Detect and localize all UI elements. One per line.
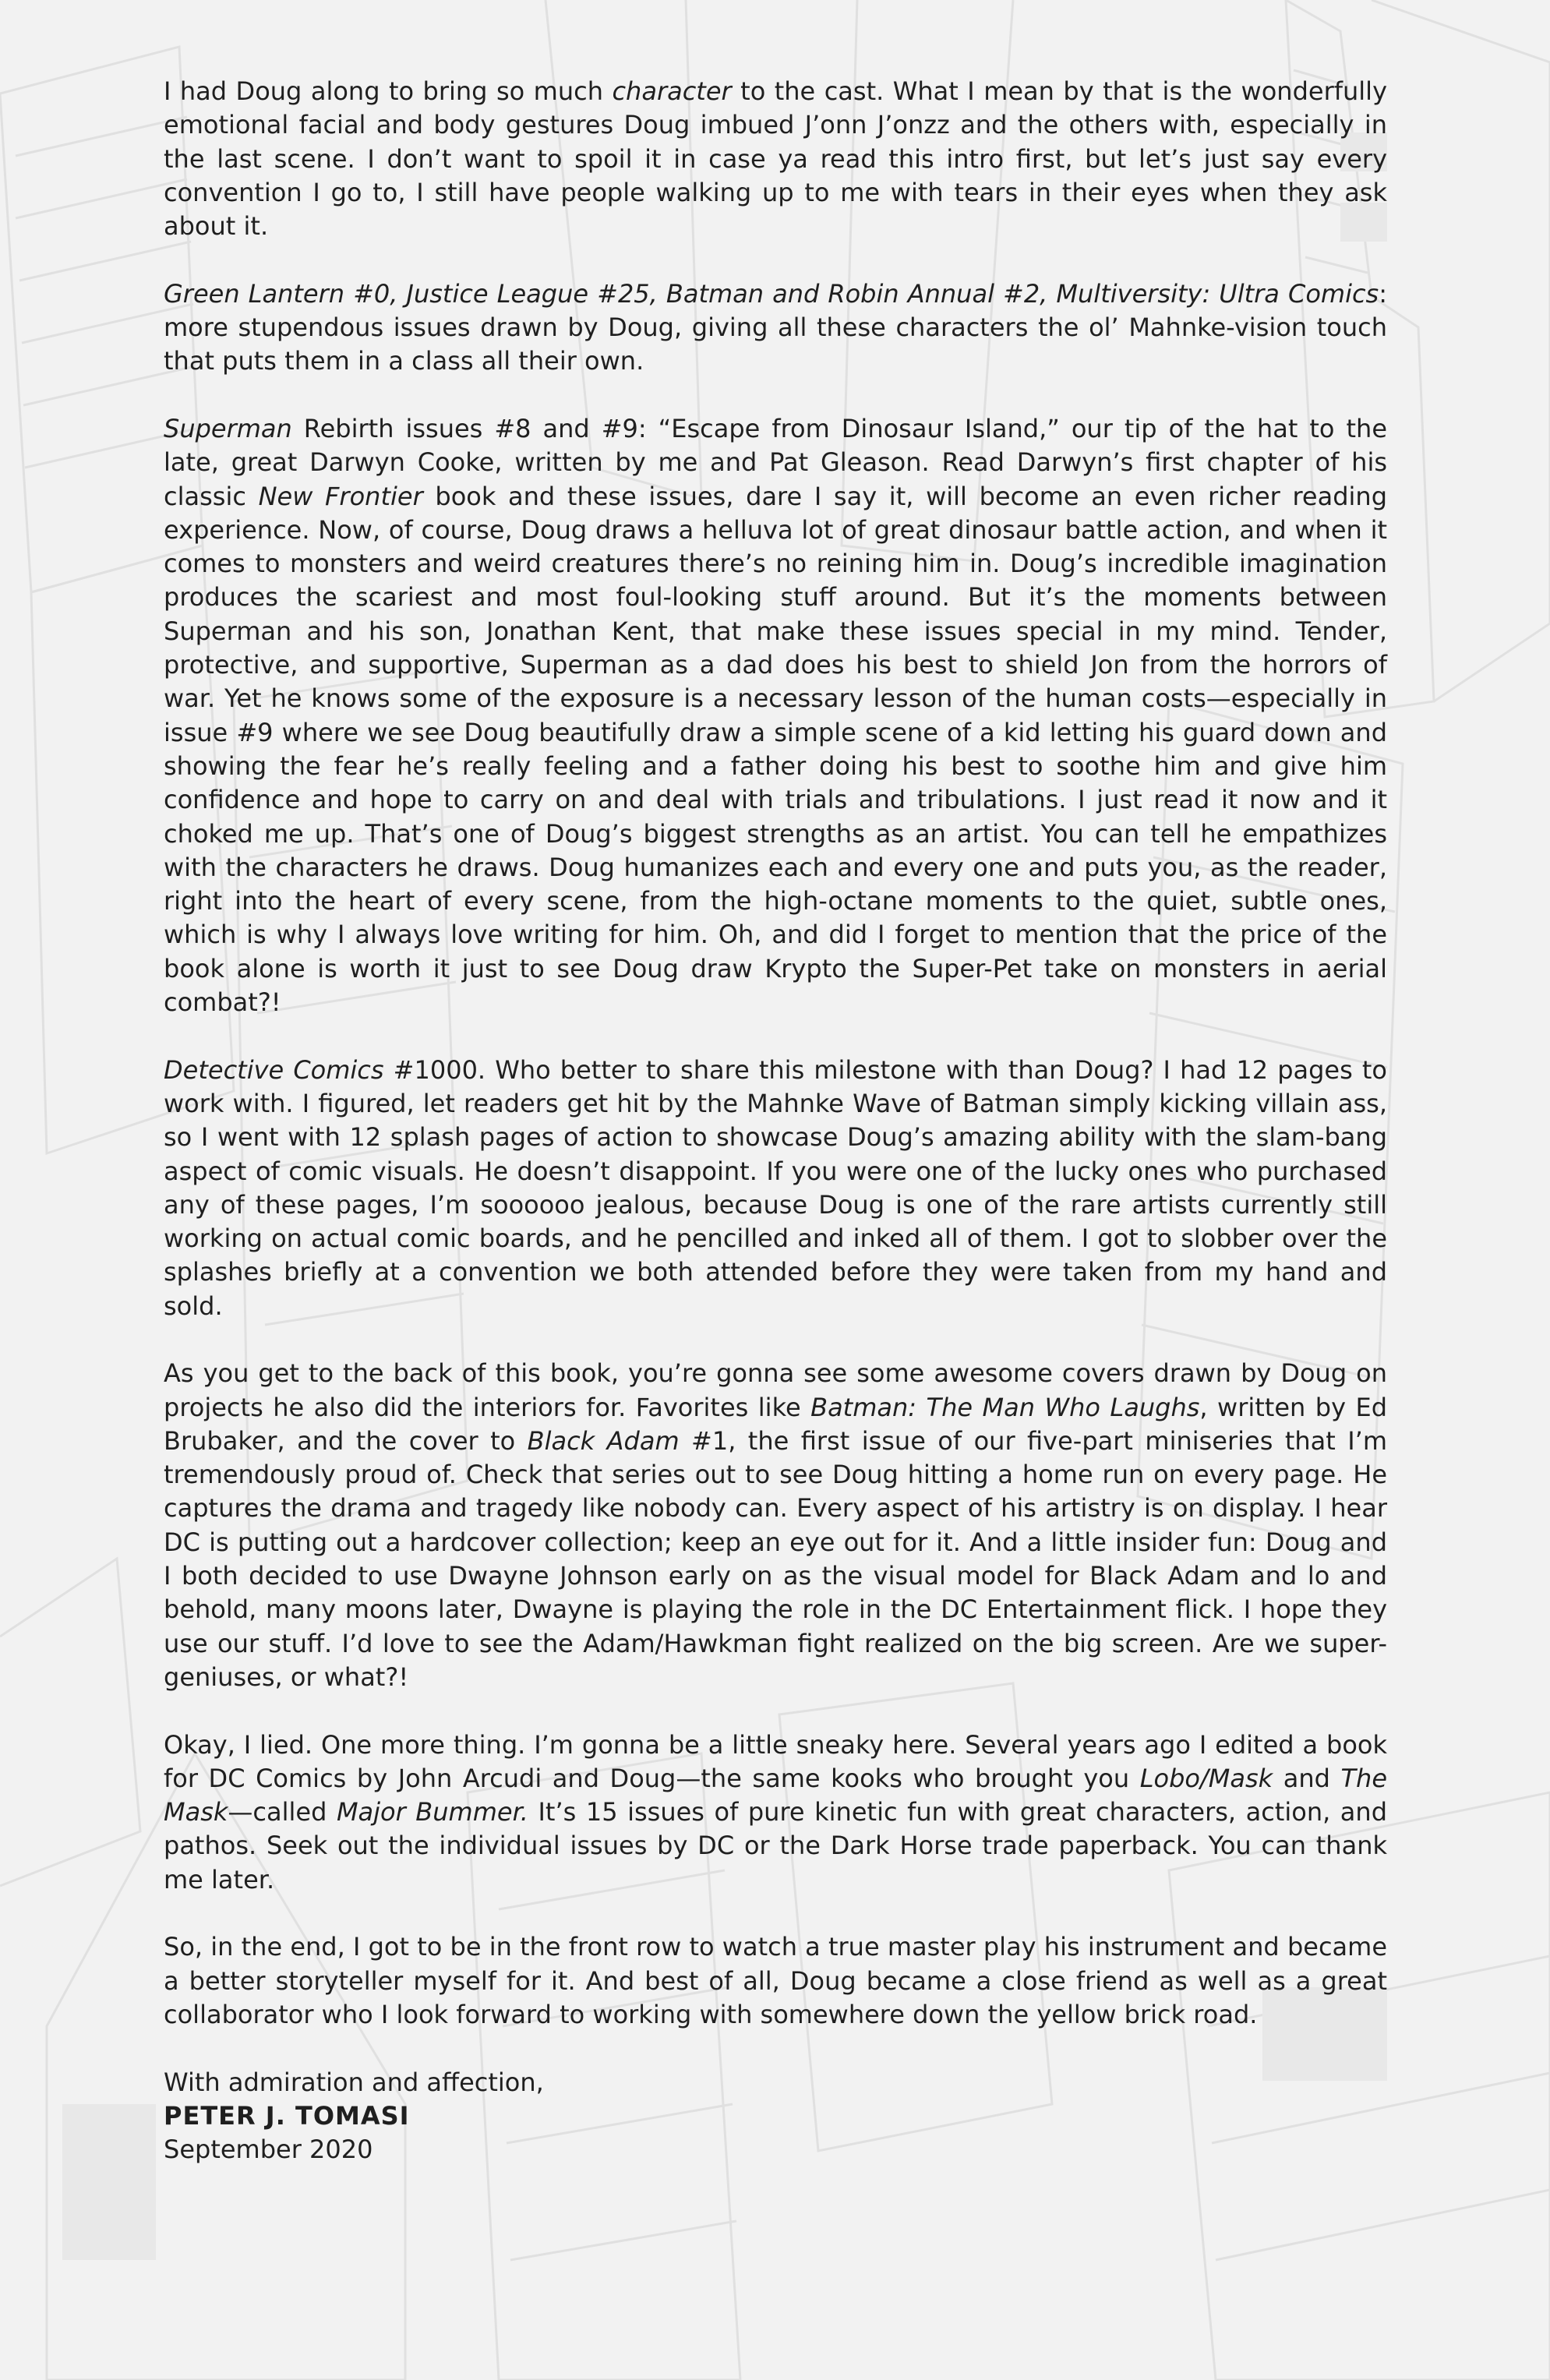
signoff (164, 2066, 1387, 2167)
title-reference: The Mask (164, 1763, 1388, 1827)
text-run: and (1273, 1763, 1341, 1793)
text-run: #1, the first issue of our five-part miniseries that I’m tremendously proud of. Check that series out to see Doug hitting a home run on every page. He captures the drama and tragedy like nobody can. Every aspect of his artistry is on display. I hear DC is putting out a hardcover collection; keep an eye out for it. And a little insider fun: Doug and I both decided to use Dwayne Johnson early on as the visual model for Black Adam and lo and behold, many moons later, Dwayne is playing the role in the DC Entertainment flick. I hope they use our stuff. I’d love to see the Adam/Hawkman fight realized on the big screen. Are we super-geniuses, or what?! (164, 1425, 1387, 1692)
title-reference: character (612, 76, 732, 106)
text-run: So, in the end, I got to be in the front row to watch a true master play his instrument and became a better storyteller myself for it. And best of all, Doug became a close friend as well as a great collaborator who I look forward to working with somewhere down the yellow brick road. (164, 1932, 1387, 2029)
paragraph-7 (164, 1930, 1387, 2032)
title-reference: Batman: The Man Who Laughs (810, 1392, 1200, 1422)
text-run: #1000. Who better to share this milestone with than Doug? I had 12 pages to work with. I figured, let readers get hit by the Mahnke Wave of Batman simply kicking villain ass, so I went with 12 splash pages of action to showcase Doug’s amazing ability with the slam-bang aspect of comic visuals. He doesn’t disappoint. If you were one of the lucky ones who purchased any of these pages, I’m soooooo jealous, because Doug is one of the rare artists currently still working on actual comic boards, and he pencilled and inked all of them. I got to slobber over the splashes briefly at a convention we both attended before they were taken from my hand and sold. (164, 1054, 1388, 1321)
date-line: September 2020 (164, 2135, 373, 2165)
paragraph-5 (164, 1357, 1387, 1694)
title-reference: Black Adam (527, 1425, 680, 1456)
text-run: It’s 15 issues of pure kinetic fun with great characters, action, and pathos. Seek out the individual issues by DC or the Dark Horse trade paperback. You can thank me later. (164, 1797, 1388, 1894)
title-reference: Green Lantern #0, Justice League #25, Batman and Robin Annual #2, Multiversity: Ultra Comics (164, 278, 1379, 309)
text-run: Rebirth issues #8 and #9: “Escape from Dinosaur Island,” our tip of the hat to the late, great Darwyn Cooke, written by me and Pat Gleason. Read Darwyn’s first chapter of his classic (164, 413, 1387, 511)
paragraph-6 (164, 1729, 1387, 1897)
closing-line: With admiration and affection, (164, 2067, 544, 2097)
paragraph-3 (164, 412, 1387, 1019)
author-name: PETER J. TOMASI (164, 2100, 410, 2131)
title-reference: Major Bummer. (336, 1797, 528, 1827)
text-run: : more stupendous issues drawn by Doug, giving all these characters the ol’ Mahnke-vision touch that puts them in a class all their own. (164, 278, 1387, 376)
title-reference: Superman (164, 413, 292, 443)
introduction-text (164, 75, 1387, 2166)
text-run: —called (228, 1797, 337, 1827)
text-run: I had Doug along to bring so much (164, 76, 613, 106)
text-run: Okay, I lied. One more thing. I’m gonna be a little sneaky here. Several years ago I edited a book for DC Comics by John Arcudi and Doug—the same kooks who brought you (164, 1729, 1387, 1793)
title-reference: New Frontier (258, 481, 423, 511)
text-run: book and these issues, dare I say it, will become an even richer reading experience. Now, of course, Doug draws a helluva lot of great dinosaur battle action, and when it comes to monsters and weird creatures there’s no reining him in. Doug’s incredible imagination produces the scariest and most foul-looking stuff around. But it’s the moments between Superman and his son, Jonathan Kent, that make these issues special in my mind. Tender, protective, and supportive, Superman as a dad does his best to shield Jon from the horrors of war. Yet he knows some of the exposure is a necessary lesson of the human costs—especially in issue #9 where we see Doug beautifully draw a simple scene of a kid letting his guard down and showing the fear he’s really feeling and a father doing his best to soothe him and give him confidence and hope to carry on and deal with trials and tribulations. I just read it now and it choked me up. That’s one of Doug’s biggest strengths as an artist. You can tell he empathizes with the characters he draws. Doug humanizes each and every one and puts you, as the reader, right into the heart of every scene, from the high-octane moments to the quiet, subtle ones, which is why I always love writing for him. Oh, and did I forget to mention that the price of the book alone is worth it just to see Doug draw Krypto the Super-Pet take on monsters in aerial combat?! (164, 481, 1388, 1018)
paragraph-1 (164, 75, 1387, 243)
title-reference: Lobo/Mask (1139, 1763, 1273, 1793)
text-run: to the cast. What I mean by that is the wonderfully emotional facial and body gestures Doug imbued J’onn J’onzz and the others with, especially in the last scene. I don’t want to spoil it in case ya read this intro first, but let’s just say every convention I go to, I still have people walking up to me with tears in their eyes when they ask about it. (164, 76, 1388, 242)
paragraph-4 (164, 1054, 1387, 1323)
text-run: As you get to the back of this book, you’re gonna see some awesome covers drawn by Doug on projects he also did the interiors for. Favorites like (164, 1358, 1387, 1422)
text-run: , written by Ed Brubaker, and the cover to (164, 1392, 1388, 1456)
paragraph-2 (164, 277, 1387, 379)
title-reference: Detective Comics (164, 1054, 384, 1085)
